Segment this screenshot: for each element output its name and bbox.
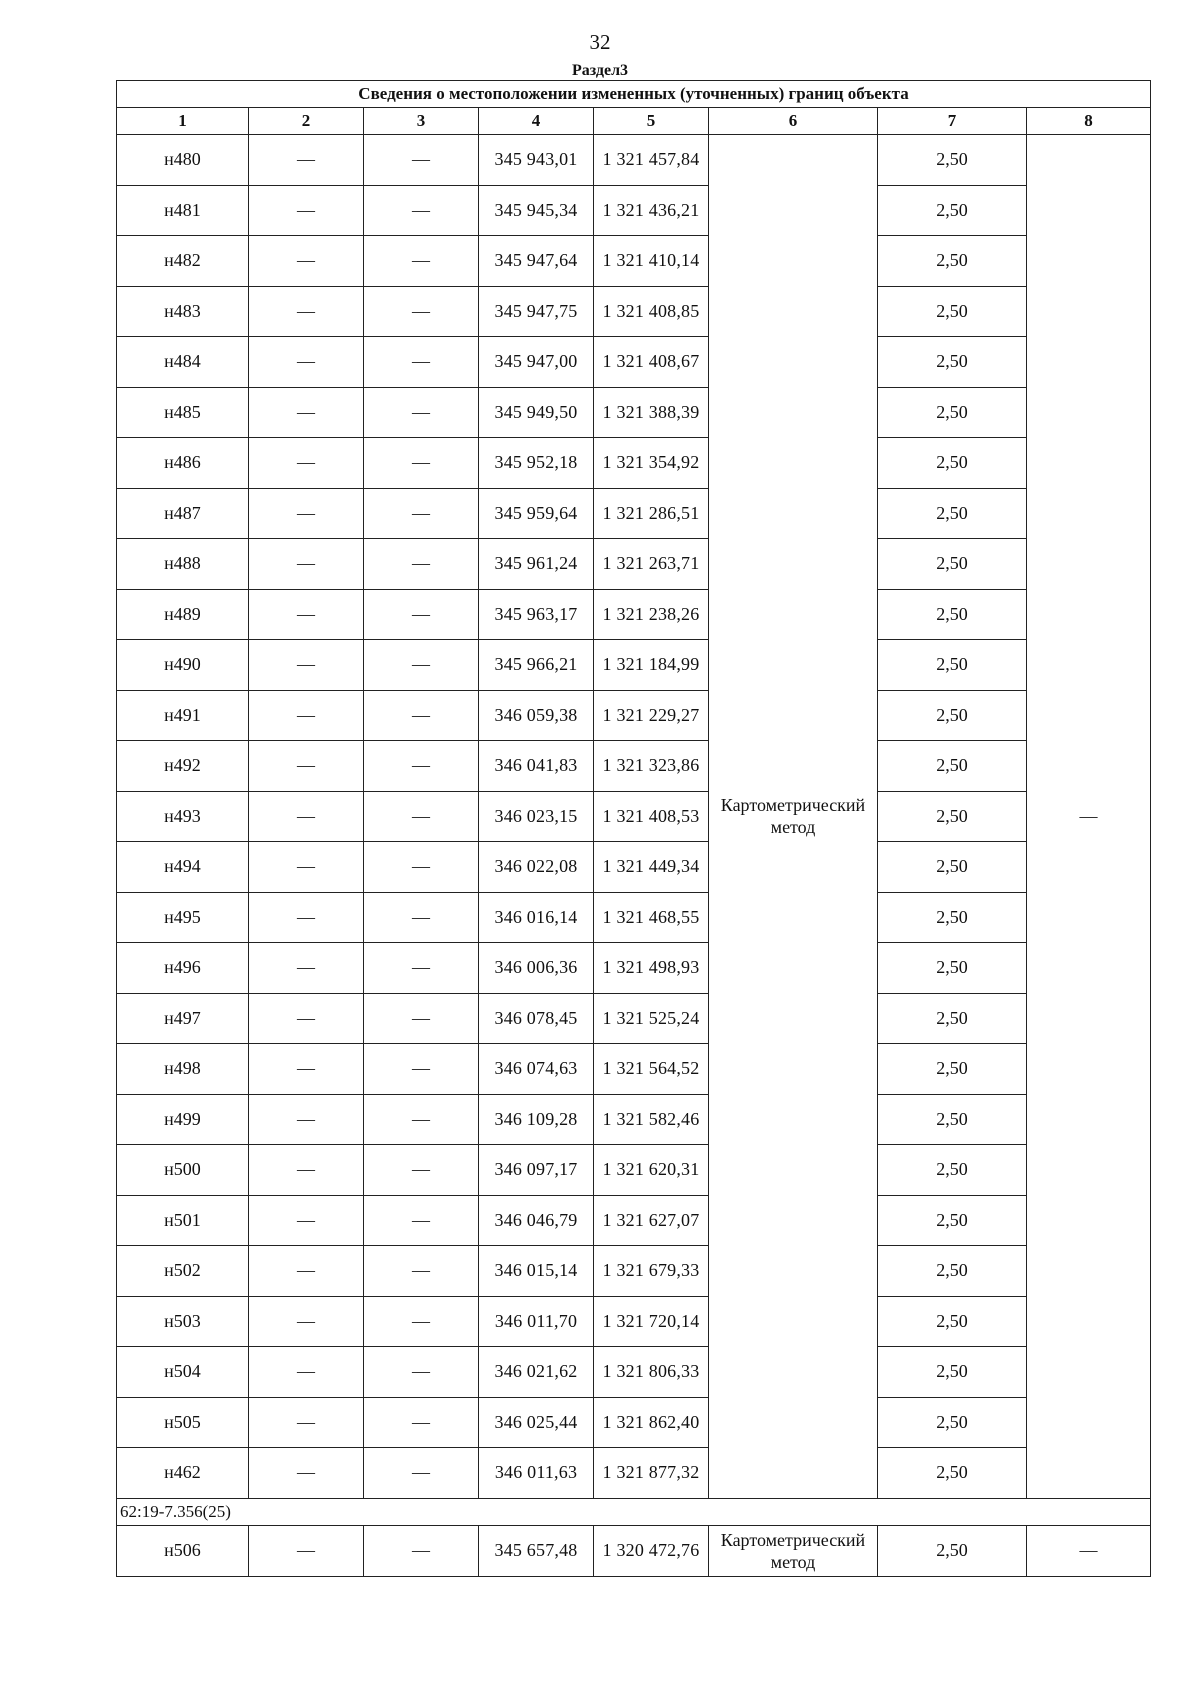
table-row bbox=[117, 488, 1151, 539]
y-coordinate-cell: 1 321 449,34 bbox=[594, 842, 709, 893]
col3-cell: — bbox=[364, 1448, 479, 1499]
x-coordinate-cell: 345 963,17 bbox=[479, 589, 594, 640]
y-coordinate-cell: 1 321 720,14 bbox=[594, 1296, 709, 1347]
col2-cell: — bbox=[249, 1044, 364, 1095]
accuracy-cell: 2,50 bbox=[878, 286, 1027, 337]
x-coordinate-cell: 346 046,79 bbox=[479, 1195, 594, 1246]
accuracy-cell: 2,50 bbox=[878, 1525, 1027, 1576]
col3-cell: — bbox=[364, 842, 479, 893]
x-coordinate-cell: 346 022,08 bbox=[479, 842, 594, 893]
point-name-cell: н495 bbox=[117, 892, 249, 943]
col8-cell: — bbox=[1027, 135, 1151, 1499]
col3-cell: — bbox=[364, 1296, 479, 1347]
point-name-cell: н497 bbox=[117, 993, 249, 1044]
table-row bbox=[117, 1195, 1151, 1246]
method-cell bbox=[709, 1525, 878, 1576]
col3-cell: — bbox=[364, 236, 479, 287]
col3-cell: — bbox=[364, 1246, 479, 1297]
y-coordinate-cell: 1 321 525,24 bbox=[594, 993, 709, 1044]
table-row bbox=[117, 1094, 1151, 1145]
point-name-cell: н482 bbox=[117, 236, 249, 287]
column-header: 4 bbox=[479, 108, 594, 135]
column-header: 3 bbox=[364, 108, 479, 135]
x-coordinate-cell: 345 952,18 bbox=[479, 438, 594, 489]
col2-cell: — bbox=[249, 539, 364, 590]
point-name-cell: н505 bbox=[117, 1397, 249, 1448]
point-name-cell: н501 bbox=[117, 1195, 249, 1246]
col3-cell: — bbox=[364, 185, 479, 236]
table-row bbox=[117, 842, 1151, 893]
x-coordinate-cell: 346 078,45 bbox=[479, 993, 594, 1044]
x-coordinate-cell: 346 016,14 bbox=[479, 892, 594, 943]
x-coordinate-cell: 345 961,24 bbox=[479, 539, 594, 590]
point-name-cell: н491 bbox=[117, 690, 249, 741]
col3-cell: — bbox=[364, 1145, 479, 1196]
table-row bbox=[117, 236, 1151, 287]
table-row bbox=[117, 741, 1151, 792]
col2-cell: — bbox=[249, 1246, 364, 1297]
table-row bbox=[117, 943, 1151, 994]
point-name-cell: н498 bbox=[117, 1044, 249, 1095]
point-name-cell: н503 bbox=[117, 1296, 249, 1347]
col2-cell: — bbox=[249, 387, 364, 438]
x-coordinate-cell: 346 109,28 bbox=[479, 1094, 594, 1145]
x-coordinate-cell: 346 041,83 bbox=[479, 741, 594, 792]
col3-cell: — bbox=[364, 943, 479, 994]
table-row bbox=[117, 640, 1151, 691]
table-title: Сведения о местоположении измененных (уточненных) границ объекта bbox=[117, 81, 1151, 108]
table-row bbox=[117, 791, 1151, 842]
col2-cell: — bbox=[249, 185, 364, 236]
point-name-cell: н484 bbox=[117, 337, 249, 388]
accuracy-cell: 2,50 bbox=[878, 842, 1027, 893]
y-coordinate-cell: 1 321 620,31 bbox=[594, 1145, 709, 1196]
accuracy-cell: 2,50 bbox=[878, 791, 1027, 842]
col2-cell: — bbox=[249, 892, 364, 943]
col3-cell: — bbox=[364, 488, 479, 539]
method-line: Картометрический bbox=[720, 795, 866, 816]
table-row bbox=[117, 387, 1151, 438]
column-header: 5 bbox=[594, 108, 709, 135]
col3-cell: — bbox=[364, 387, 479, 438]
col3-cell: — bbox=[364, 640, 479, 691]
point-name-cell: н490 bbox=[117, 640, 249, 691]
point-name-cell: н499 bbox=[117, 1094, 249, 1145]
accuracy-cell: 2,50 bbox=[878, 236, 1027, 287]
table-row bbox=[117, 1246, 1151, 1297]
point-name-cell: н488 bbox=[117, 539, 249, 590]
point-name-cell: н485 bbox=[117, 387, 249, 438]
col2-cell: — bbox=[249, 1448, 364, 1499]
section-id-row bbox=[117, 1498, 1151, 1525]
table-row bbox=[117, 993, 1151, 1044]
accuracy-cell: 2,50 bbox=[878, 1246, 1027, 1297]
x-coordinate-cell: 346 011,70 bbox=[479, 1296, 594, 1347]
table-row bbox=[117, 286, 1151, 337]
accuracy-cell: 2,50 bbox=[878, 1195, 1027, 1246]
x-coordinate-cell: 346 074,63 bbox=[479, 1044, 594, 1095]
column-header: 7 bbox=[878, 108, 1027, 135]
table-row bbox=[117, 1145, 1151, 1196]
y-coordinate-cell: 1 321 388,39 bbox=[594, 387, 709, 438]
x-coordinate-cell: 346 006,36 bbox=[479, 943, 594, 994]
col3-cell: — bbox=[364, 1044, 479, 1095]
y-coordinate-cell: 1 321 627,07 bbox=[594, 1195, 709, 1246]
x-coordinate-cell: 345 943,01 bbox=[479, 135, 594, 186]
accuracy-cell: 2,50 bbox=[878, 741, 1027, 792]
table-row bbox=[117, 589, 1151, 640]
y-coordinate-cell: 1 321 436,21 bbox=[594, 185, 709, 236]
table-row bbox=[117, 337, 1151, 388]
x-coordinate-cell: 346 023,15 bbox=[479, 791, 594, 842]
col2-cell: — bbox=[249, 488, 364, 539]
col3-cell: — bbox=[364, 286, 479, 337]
col2-cell: — bbox=[249, 993, 364, 1044]
method-line: метод bbox=[770, 817, 816, 838]
x-coordinate-cell: 345 959,64 bbox=[479, 488, 594, 539]
col3-cell: — bbox=[364, 1094, 479, 1145]
point-name-cell: н504 bbox=[117, 1347, 249, 1398]
y-coordinate-cell: 1 321 862,40 bbox=[594, 1397, 709, 1448]
y-coordinate-cell: 1 321 354,92 bbox=[594, 438, 709, 489]
y-coordinate-cell: 1 321 408,67 bbox=[594, 337, 709, 388]
x-coordinate-cell: 346 011,63 bbox=[479, 1448, 594, 1499]
col3-cell: — bbox=[364, 993, 479, 1044]
x-coordinate-cell: 345 947,64 bbox=[479, 236, 594, 287]
point-name-cell: н506 bbox=[117, 1525, 249, 1576]
x-coordinate-cell: 346 059,38 bbox=[479, 690, 594, 741]
y-coordinate-cell: 1 320 472,76 bbox=[594, 1525, 709, 1576]
col8-cell: — bbox=[1027, 1525, 1151, 1576]
col2-cell: — bbox=[249, 1094, 364, 1145]
col2-cell: — bbox=[249, 589, 364, 640]
accuracy-cell: 2,50 bbox=[878, 1145, 1027, 1196]
col3-cell: — bbox=[364, 1347, 479, 1398]
col3-cell: — bbox=[364, 135, 479, 186]
accuracy-cell: 2,50 bbox=[878, 1397, 1027, 1448]
x-coordinate-cell: 345 947,00 bbox=[479, 337, 594, 388]
col2-cell: — bbox=[249, 842, 364, 893]
accuracy-cell: 2,50 bbox=[878, 892, 1027, 943]
col3-cell: — bbox=[364, 1525, 479, 1576]
x-coordinate-cell: 345 949,50 bbox=[479, 387, 594, 438]
point-name-cell: н493 bbox=[117, 791, 249, 842]
y-coordinate-cell: 1 321 468,55 bbox=[594, 892, 709, 943]
x-coordinate-cell: 345 945,34 bbox=[479, 185, 594, 236]
point-name-cell: н489 bbox=[117, 589, 249, 640]
section-id: 62:19-7.356(25) bbox=[117, 1498, 1151, 1525]
y-coordinate-cell: 1 321 238,26 bbox=[594, 589, 709, 640]
x-coordinate-cell: 345 947,75 bbox=[479, 286, 594, 337]
accuracy-cell: 2,50 bbox=[878, 337, 1027, 388]
point-name-cell: н502 bbox=[117, 1246, 249, 1297]
y-coordinate-cell: 1 321 263,71 bbox=[594, 539, 709, 590]
x-coordinate-cell: 346 021,62 bbox=[479, 1347, 594, 1398]
accuracy-cell: 2,50 bbox=[878, 640, 1027, 691]
y-coordinate-cell: 1 321 582,46 bbox=[594, 1094, 709, 1145]
col3-cell: — bbox=[364, 741, 479, 792]
x-coordinate-cell: 345 966,21 bbox=[479, 640, 594, 691]
point-name-cell: н480 bbox=[117, 135, 249, 186]
y-coordinate-cell: 1 321 408,85 bbox=[594, 286, 709, 337]
table-title-row bbox=[117, 81, 1151, 108]
point-name-cell: н487 bbox=[117, 488, 249, 539]
col3-cell: — bbox=[364, 539, 479, 590]
accuracy-cell: 2,50 bbox=[878, 1347, 1027, 1398]
x-coordinate-cell: 346 025,44 bbox=[479, 1397, 594, 1448]
y-coordinate-cell: 1 321 564,52 bbox=[594, 1044, 709, 1095]
col2-cell: — bbox=[249, 438, 364, 489]
col2-cell: — bbox=[249, 1195, 364, 1246]
x-coordinate-cell: 345 657,48 bbox=[479, 1525, 594, 1576]
point-name-cell: н494 bbox=[117, 842, 249, 893]
col3-cell: — bbox=[364, 438, 479, 489]
y-coordinate-cell: 1 321 286,51 bbox=[594, 488, 709, 539]
y-coordinate-cell: 1 321 184,99 bbox=[594, 640, 709, 691]
accuracy-cell: 2,50 bbox=[878, 185, 1027, 236]
accuracy-cell: 2,50 bbox=[878, 387, 1027, 438]
method-line: Картометрический bbox=[720, 1529, 866, 1550]
table-row bbox=[117, 1044, 1151, 1095]
table-row bbox=[117, 690, 1151, 741]
accuracy-cell: 2,50 bbox=[878, 488, 1027, 539]
col3-cell: — bbox=[364, 1397, 479, 1448]
col3-cell: — bbox=[364, 892, 479, 943]
col2-cell: — bbox=[249, 943, 364, 994]
column-header: 6 bbox=[709, 108, 878, 135]
accuracy-cell: 2,50 bbox=[878, 438, 1027, 489]
col2-cell: — bbox=[249, 286, 364, 337]
col2-cell: — bbox=[249, 236, 364, 287]
col3-cell: — bbox=[364, 337, 479, 388]
accuracy-cell: 2,50 bbox=[878, 135, 1027, 186]
col2-cell: — bbox=[249, 791, 364, 842]
point-name-cell: н481 bbox=[117, 185, 249, 236]
point-name-cell: н483 bbox=[117, 286, 249, 337]
y-coordinate-cell: 1 321 806,33 bbox=[594, 1347, 709, 1398]
table-row bbox=[117, 539, 1151, 590]
y-coordinate-cell: 1 321 457,84 bbox=[594, 135, 709, 186]
accuracy-cell: 2,50 bbox=[878, 1296, 1027, 1347]
table-row bbox=[117, 185, 1151, 236]
col2-cell: — bbox=[249, 1525, 364, 1576]
col3-cell: — bbox=[364, 690, 479, 741]
table-row bbox=[117, 892, 1151, 943]
y-coordinate-cell: 1 321 498,93 bbox=[594, 943, 709, 994]
accuracy-cell: 2,50 bbox=[878, 1044, 1027, 1095]
y-coordinate-cell: 1 321 410,14 bbox=[594, 236, 709, 287]
col2-cell: — bbox=[249, 1145, 364, 1196]
col3-cell: — bbox=[364, 589, 479, 640]
accuracy-cell: 2,50 bbox=[878, 589, 1027, 640]
accuracy-cell: 2,50 bbox=[878, 943, 1027, 994]
x-coordinate-cell: 346 097,17 bbox=[479, 1145, 594, 1196]
accuracy-cell: 2,50 bbox=[878, 690, 1027, 741]
column-header: 2 bbox=[249, 108, 364, 135]
col2-cell: — bbox=[249, 337, 364, 388]
section-label: Раздел3 bbox=[571, 62, 629, 79]
point-name-cell: н500 bbox=[117, 1145, 249, 1196]
col3-cell: — bbox=[364, 791, 479, 842]
y-coordinate-cell: 1 321 229,27 bbox=[594, 690, 709, 741]
col2-cell: — bbox=[249, 741, 364, 792]
y-coordinate-cell: 1 321 877,32 bbox=[594, 1448, 709, 1499]
y-coordinate-cell: 1 321 679,33 bbox=[594, 1246, 709, 1297]
point-name-cell: н492 bbox=[117, 741, 249, 792]
col2-cell: — bbox=[249, 1397, 364, 1448]
y-coordinate-cell: 1 321 323,86 bbox=[594, 741, 709, 792]
accuracy-cell: 2,50 bbox=[878, 1448, 1027, 1499]
table-row bbox=[117, 1347, 1151, 1398]
point-name-cell: н462 bbox=[117, 1448, 249, 1499]
table-row bbox=[117, 135, 1151, 186]
table-row bbox=[117, 1525, 1151, 1576]
x-coordinate-cell: 346 015,14 bbox=[479, 1246, 594, 1297]
col2-cell: — bbox=[249, 1296, 364, 1347]
y-coordinate-cell: 1 321 408,53 bbox=[594, 791, 709, 842]
coordinates-table bbox=[116, 80, 1151, 1577]
col2-cell: — bbox=[249, 1347, 364, 1398]
point-name-cell: н486 bbox=[117, 438, 249, 489]
table-row bbox=[117, 1448, 1151, 1499]
col2-cell: — bbox=[249, 640, 364, 691]
column-header-row bbox=[117, 108, 1151, 135]
table-row bbox=[117, 1296, 1151, 1347]
col2-cell: — bbox=[249, 690, 364, 741]
page-number: 32 bbox=[589, 30, 611, 54]
accuracy-cell: 2,50 bbox=[878, 993, 1027, 1044]
accuracy-cell: 2,50 bbox=[878, 539, 1027, 590]
col2-cell: — bbox=[249, 135, 364, 186]
method-line: метод bbox=[770, 1551, 816, 1572]
column-header: 1 bbox=[117, 108, 249, 135]
accuracy-cell: 2,50 bbox=[878, 1094, 1027, 1145]
table-row bbox=[117, 1397, 1151, 1448]
col3-cell: — bbox=[364, 1195, 479, 1246]
table-row bbox=[117, 438, 1151, 489]
point-name-cell: н496 bbox=[117, 943, 249, 994]
column-header: 8 bbox=[1027, 108, 1151, 135]
method-cell bbox=[709, 135, 878, 1499]
